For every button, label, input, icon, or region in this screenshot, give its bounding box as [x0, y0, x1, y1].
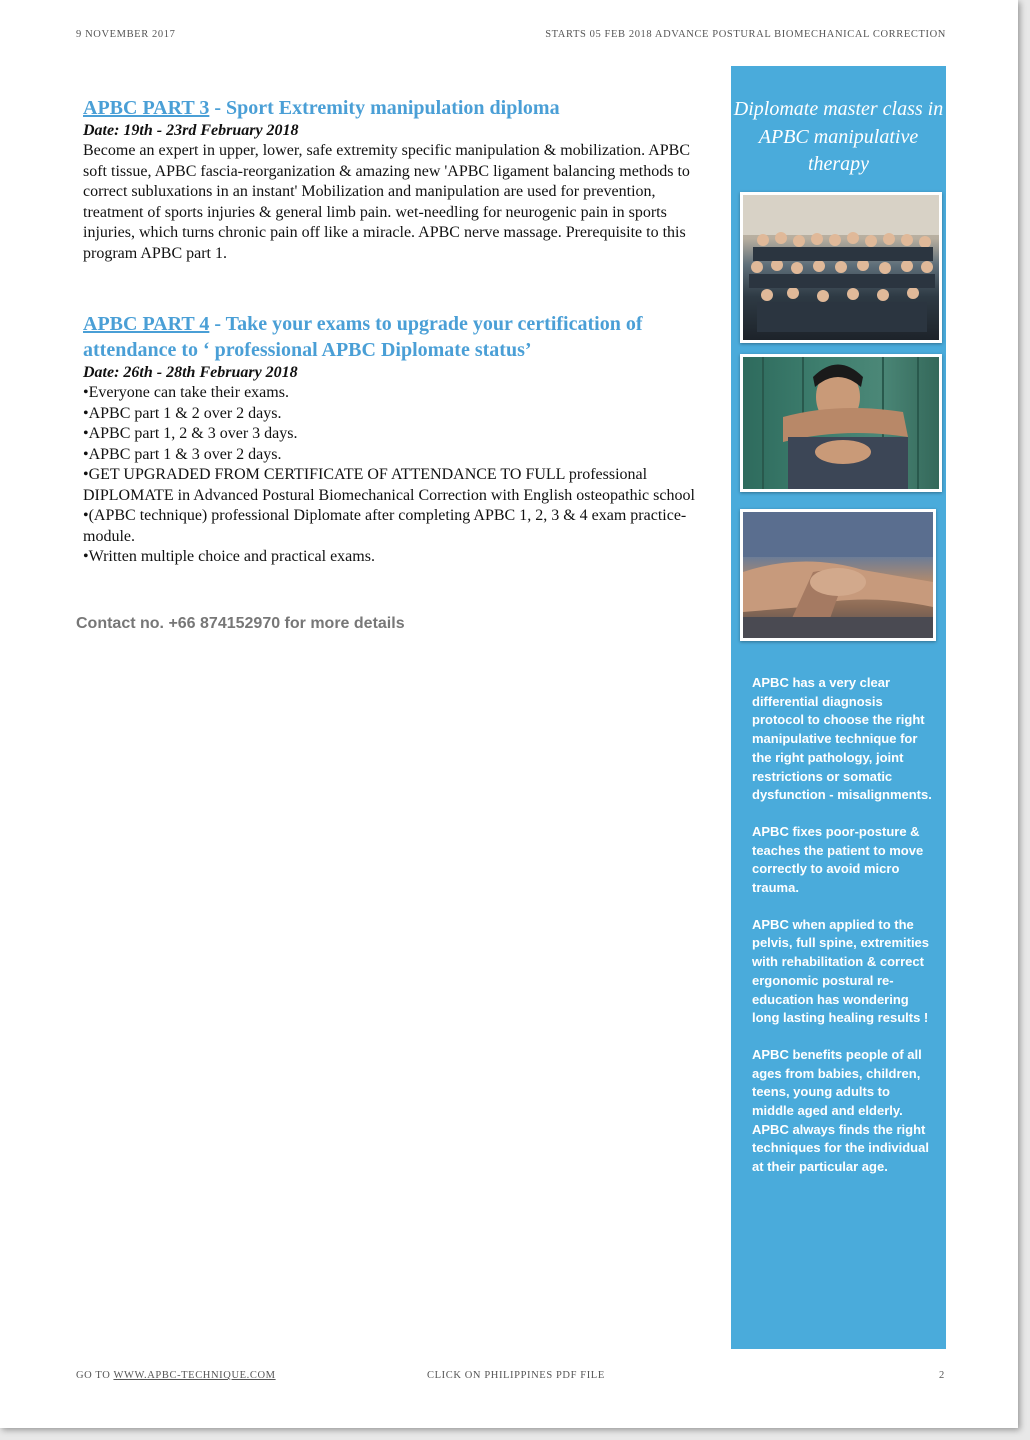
- hands-photo: [740, 509, 936, 641]
- therapy-photo: [740, 354, 942, 492]
- group-photo: [740, 192, 942, 343]
- list-item: •Everyone can take their exams.: [83, 384, 289, 401]
- therapy-photo-illustration: [743, 357, 939, 489]
- sidebar-paragraph: APBC when applied to the pelvis, full spine, extremities with rehabilitation & correct ergonomic postural re-education has wondering long lasting healing results !: [752, 916, 930, 1026]
- part4-label-link[interactable]: APBC PART 4: [83, 313, 210, 335]
- part3-heading: [83, 95, 713, 121]
- sidebar-paragraph: APBC fixes poor-posture & teaches the patient to move correctly to avoid micro trauma.: [752, 823, 924, 896]
- list-item: •Written multiple choice and practical exams.: [83, 548, 375, 565]
- list-item: •APBC part 1, 2 & 3 over 3 days.: [83, 425, 298, 442]
- contact-line: Contact no. +66 874152970 for more details: [76, 615, 405, 632]
- footer-goto-prefix: GO TO: [76, 1370, 114, 1381]
- list-item: •GET UPGRADED FROM CERTIFICATE OF ATTENDANCE TO FULL professional DIPLOMATE in Advanced Postural Biomechanical Correction with English osteopathic school: [83, 466, 695, 504]
- part3-date: Date: 19th - 23rd February 2018: [83, 122, 299, 139]
- sidebar-paragraph: APBC has a very clear differential diagnosis protocol to choose the right manipulative technique for the right pathology, joint restrictions or somatic dysfunction - misalignments.: [752, 675, 932, 803]
- sidebar-panel: [731, 66, 946, 1349]
- sidebar-title: Diplomate master class in APBC manipulative therapy: [733, 98, 944, 175]
- footer-goto: [76, 1370, 276, 1381]
- footer-url-link[interactable]: WWW.APBC-TECHNIQUE.COM: [113, 1370, 276, 1381]
- part3-title: Sport Extremity manipulation diploma: [226, 97, 560, 119]
- header-date: 9 NOVEMBER 2017: [76, 29, 176, 40]
- part4-heading: [83, 311, 713, 363]
- part4-section: [83, 311, 713, 568]
- header-title: STARTS 05 FEB 2018 ADVANCE POSTURAL BIOMECHANICAL CORRECTION: [545, 29, 946, 40]
- part4-date: Date: 26th - 28th February 2018: [83, 364, 298, 381]
- part3-sep: -: [209, 97, 227, 119]
- part3-body: Become an expert in upper, lower, safe extremity specific manipulation & mobilization. APBC soft tissue, APBC fascia-reorganization & amazing new 'APBC ligament balancing methods to correct subluxations in an instant' Mobilization and manipulation are used for prevention, treatment of sports injuries & general limb pain. wet-needling for neurogenic pain in sports injuries, which turns chronic pain off like a miracle. APBC nerve massage. Prerequisite to this program APBC part 1.: [83, 142, 691, 262]
- list-item: •APBC part 1 & 3 over 2 days.: [83, 445, 282, 463]
- footer-instruction: CLICK ON PHILIPPINES PDF FILE: [427, 1370, 605, 1381]
- part3-section: [83, 95, 713, 264]
- hands-photo-illustration: [743, 512, 933, 638]
- part3-label-link[interactable]: APBC PART 3: [83, 97, 210, 119]
- part4-bullet-list: [83, 383, 713, 568]
- part4-sep: -: [209, 313, 226, 335]
- page-number: 2: [939, 1370, 945, 1381]
- sidebar-text: [752, 674, 934, 1195]
- group-photo-illustration: [743, 195, 939, 340]
- list-item: •APBC part 1 & 2 over 2 days.: [83, 404, 282, 422]
- list-item: •(APBC technique) professional Diplomate after completing APBC 1, 2, 3 & 4 exam practice-module.: [83, 507, 687, 545]
- part4-title: Take your exams to upgrade your certification of attendance to ‘ professional APBC Diplomate status’: [83, 313, 643, 361]
- sidebar-paragraph: APBC benefits people of all ages from babies, children, teens, young adults to middle aged and elderly. APBC always finds the right techniques for the individual at their particular age.: [752, 1046, 929, 1175]
